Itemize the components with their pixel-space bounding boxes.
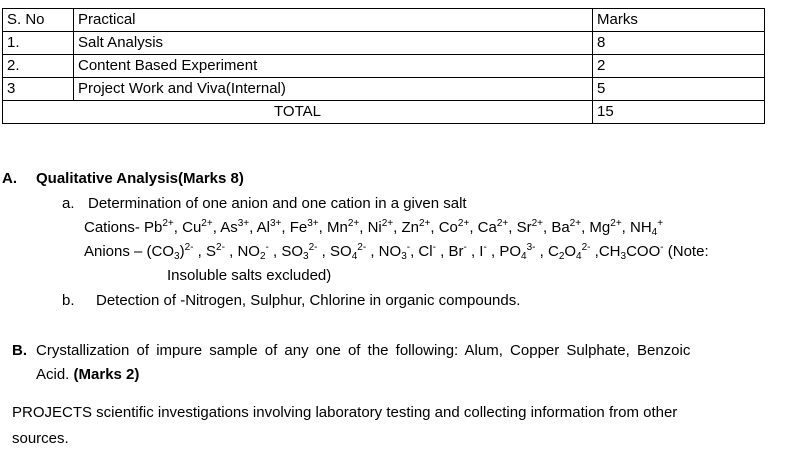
- section-a-marker: A.: [2, 170, 17, 187]
- total-value: 15: [593, 101, 765, 124]
- table-row: [3, 78, 765, 101]
- row-practical: Salt Analysis: [74, 32, 593, 55]
- row-sno: 2.: [3, 55, 74, 78]
- item-a-text: Determination of one anion and one cation in a given salt: [88, 195, 467, 212]
- section-b-text: Crystallization of impure sample of any one of the following: Alum, Copper Sulphate, Benzoic: [36, 342, 691, 359]
- projects-line-1: PROJECTS scientific investigations involving laboratory testing and collecting information from other: [12, 404, 678, 421]
- section-a-title: Qualitative Analysis(Marks 8): [36, 170, 244, 187]
- cations-line: Cations- $Pb^{2+}$, $Cu^{2+}$, $As^{3+}$, $Al^{3+}$, $Fe^{3+}$, $Mn^{2+}$, $Ni^{2+}$, $Zn^{2+}$, $Co^{2+}$, $Ca^{2+}$, $Sr^{2+}$, $Ba^{2+}$, $Mg^{2+}$, $NH_4^+$: [84, 218, 664, 238]
- header-sno: S. No: [3, 9, 74, 32]
- anions-note-cont: Insoluble salts excluded): [167, 267, 332, 284]
- header-practical: Practical: [74, 9, 593, 32]
- table-header-row: [3, 9, 765, 32]
- section-b-marks: (Marks 2): [73, 366, 140, 383]
- total-row: [3, 101, 765, 124]
- section-b-text-cont: Acid.: [36, 366, 70, 383]
- item-a-marker: a.: [62, 195, 75, 212]
- projects-line-2: sources.: [12, 430, 69, 447]
- cations-label: Cations-: [84, 219, 140, 236]
- section-b-marker: B.: [12, 342, 27, 359]
- item-b-marker: b.: [62, 292, 75, 309]
- row-marks: 8: [593, 32, 765, 55]
- row-marks: 2: [593, 55, 765, 78]
- row-marks: 5: [593, 78, 765, 101]
- table-row: [3, 55, 765, 78]
- row-sno: 1.: [3, 32, 74, 55]
- anions-line: Anions – $(CO_3)^{2-}$ , $S^{2-}$ , $NO_2^-$ , $SO_3^{2-}$ , $SO_4^{2-}$ , $NO_3^-$, Cl- , Br- , I- , $PO_4^{3-}$ , $C_2O_4^{2-}$ $,CH_3COO^-$ (Note:: [84, 242, 709, 262]
- row-practical: Content Based Experiment: [74, 55, 593, 78]
- total-label: TOTAL: [3, 101, 593, 124]
- item-b-text: Detection of -Nitrogen, Sulphur, Chlorine in organic compounds.: [96, 292, 521, 309]
- anions-label: Anions –: [84, 243, 143, 260]
- section-b-cont: [36, 366, 139, 383]
- table-row: [3, 32, 765, 55]
- anions-note: (Note:: [667, 243, 709, 260]
- marks-table: [2, 8, 765, 124]
- header-marks: Marks: [593, 9, 765, 32]
- row-practical: Project Work and Viva(Internal): [74, 78, 593, 101]
- row-sno: 3: [3, 78, 74, 101]
